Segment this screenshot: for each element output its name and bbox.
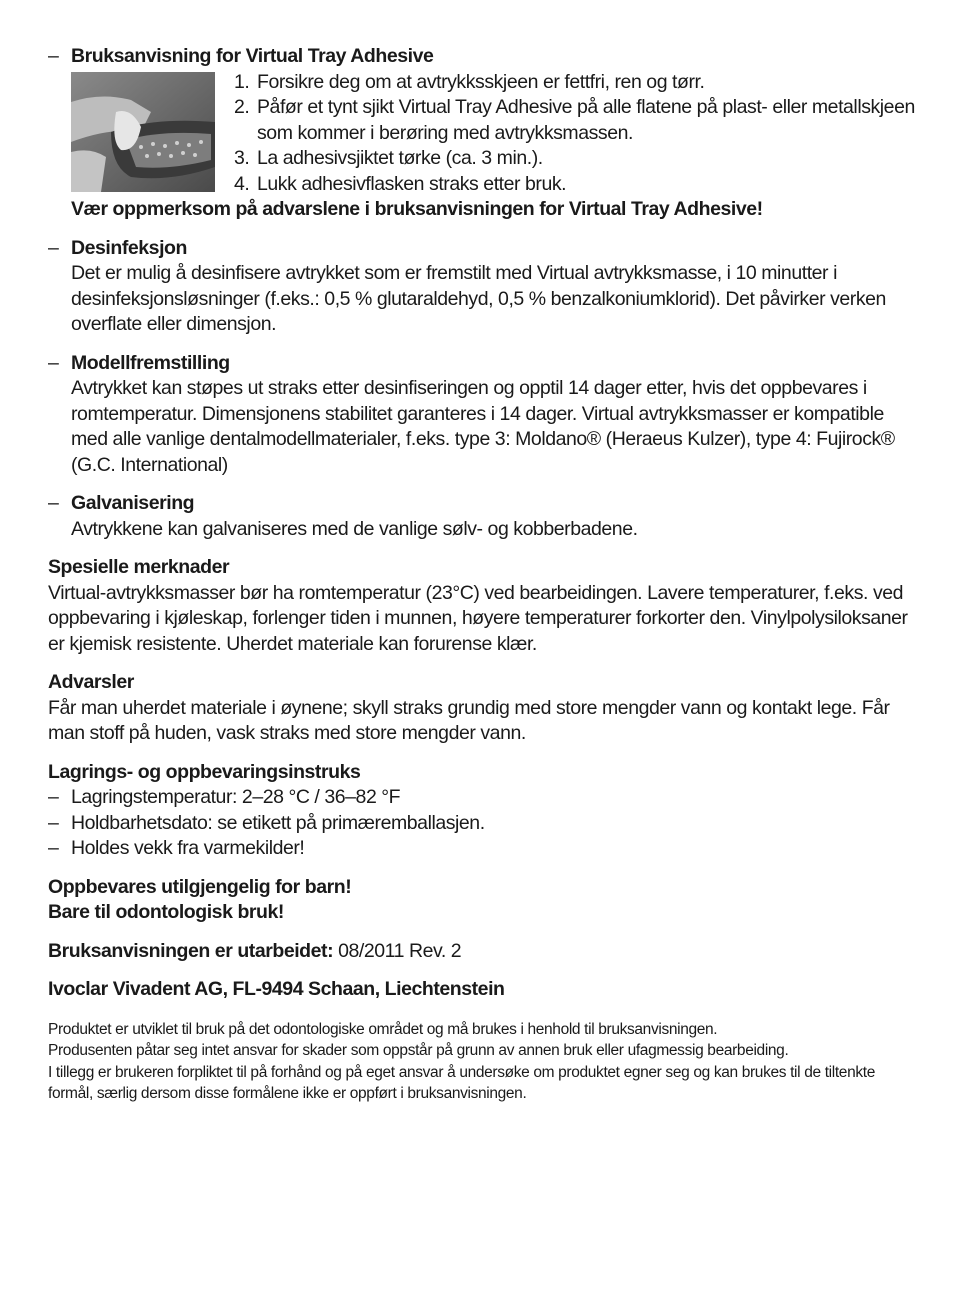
list-item: – Holdbarhetsdato: se etikett på primæremballasjen.	[48, 811, 485, 834]
section-disinfection	[48, 236, 918, 338]
tray-adhesive-photo	[71, 72, 215, 192]
dash: –	[48, 236, 59, 259]
list-item: – Lagringstemperatur: 2–28 °C / 36–82 °F	[48, 786, 401, 808]
adhesive-step: 2. Påfør et tynt sjikt Virtual Tray Adhesive på alle flatene på plast- eller metallskjeen som kommer i berøring med avtrykksmassen.	[234, 96, 915, 144]
disclaimer	[48, 1019, 918, 1105]
model-heading: Modellfremstilling	[71, 351, 230, 374]
document-page	[48, 44, 918, 1105]
disinfection-text: Det er mulig å desinfisere avtrykket som er fremstilt med Virtual avtrykksmasse, i 10 minutter i desinfeksjonsløsninger (f.eks.: 0,5 % glutaraldehyd, 0,5 % benzalkoniumklorid). Det påvirker verken overflate eller dimensjon.	[71, 262, 886, 335]
special-notes-text: Virtual-avtrykksmasser bør ha romtemperatur (23°C) ved bearbeidingen. Lavere temperaturer, f.eks. ved oppbevaring i kjøleskap, forlenger tiden i munnen, høyere temperaturer forkorter den. Vinylpolysiloksaner er kjemisk resistente. Uherdet materiale kan forurense klær.	[48, 581, 908, 655]
section-special-notes	[48, 555, 918, 657]
prepared-label: Bruksanvisningen er utarbeidet:	[48, 939, 334, 962]
adhesive-step: 1. Forsikre deg om at avtrykksskjeen er fettfri, ren og tørr.	[234, 70, 705, 93]
disclaimer-line: I tillegg er brukeren forpliktet til på forhånd og på eget ansvar å undersøke om produktet egner seg og kan brukes til de tiltenkte formål, særlig dersom disse formålene ikke er oppført i bruksanvisningen.	[48, 1063, 875, 1102]
prepared-line	[48, 939, 918, 965]
section-model	[48, 351, 918, 479]
adhesive-step: 3. La adhesivsjiktet tørke (ca. 3 min.).	[234, 147, 543, 169]
model-text: Avtrykket kan støpes ut straks etter desinfiseringen og opptil 14 dager etter, hvis det oppbevares i romtemperatur. Dimensjonens stabilitet garanteres i 14 dager. Virtual avtrykksmasser er kompatible med alle vanlige dentalmodellmaterialer, f.eks. type 3: Moldano® (Heraeus Kulzer), type 4: Fujirock® (G.C. International)	[71, 377, 895, 476]
dash: –	[48, 351, 59, 374]
section-notices	[48, 875, 918, 926]
manufacturer: Ivoclar Vivadent AG, FL-9494 Schaan, Liechtenstein	[48, 978, 505, 1000]
tray-photo-image	[71, 72, 215, 192]
dash: –	[48, 492, 59, 514]
dental-use-notice: Bare til odontologisk bruk!	[48, 901, 284, 923]
section-storage	[48, 760, 918, 862]
galvanizing-text: Avtrykkene kan galvaniseres med de vanlige sølv- og kobberbadene.	[71, 517, 638, 540]
section-adhesive	[48, 44, 918, 223]
galvanizing-heading: Galvanisering	[71, 492, 195, 514]
list-item: – Holdes vekk fra varmekilder!	[48, 837, 305, 859]
adhesive-steps-block	[71, 70, 918, 198]
adhesive-step: 4. Lukk adhesivflasken straks etter bruk.	[234, 172, 567, 195]
disinfection-heading: Desinfeksjon	[71, 236, 187, 259]
section-warnings	[48, 670, 918, 747]
storage-heading: Lagrings- og oppbevaringsinstruks	[48, 760, 361, 783]
children-notice: Oppbevares utilgjengelig for barn!	[48, 875, 352, 898]
disclaimer-line: Produktet er utviklet til bruk på det odontologiske området og må brukes i henhold til bruksanvisningen.	[48, 1020, 718, 1038]
dash: –	[48, 45, 59, 67]
warnings-text: Får man uherdet materiale i øynene; skyll straks grundig med store mengder vann og kontakt lege. Får man stoff på huden, vask straks med store mengder vann.	[48, 696, 890, 744]
adhesive-steps-list	[234, 70, 918, 198]
warnings-heading: Advarsler	[48, 671, 134, 693]
special-notes-heading: Spesielle merknader	[48, 556, 230, 578]
prepared-value: 08/2011 Rev. 2	[338, 939, 462, 962]
section-galvanizing	[48, 491, 918, 542]
disclaimer-line: Produsenten påtar seg intet ansvar for skader som oppstår på grunn av annen bruk eller ufagmessig bearbeiding.	[48, 1042, 789, 1059]
adhesive-warning: Vær oppmerksom på advarslene i bruksanvisningen for Virtual Tray Adhesive!	[71, 198, 763, 220]
adhesive-heading: Bruksanvisning for Virtual Tray Adhesive	[71, 45, 434, 67]
